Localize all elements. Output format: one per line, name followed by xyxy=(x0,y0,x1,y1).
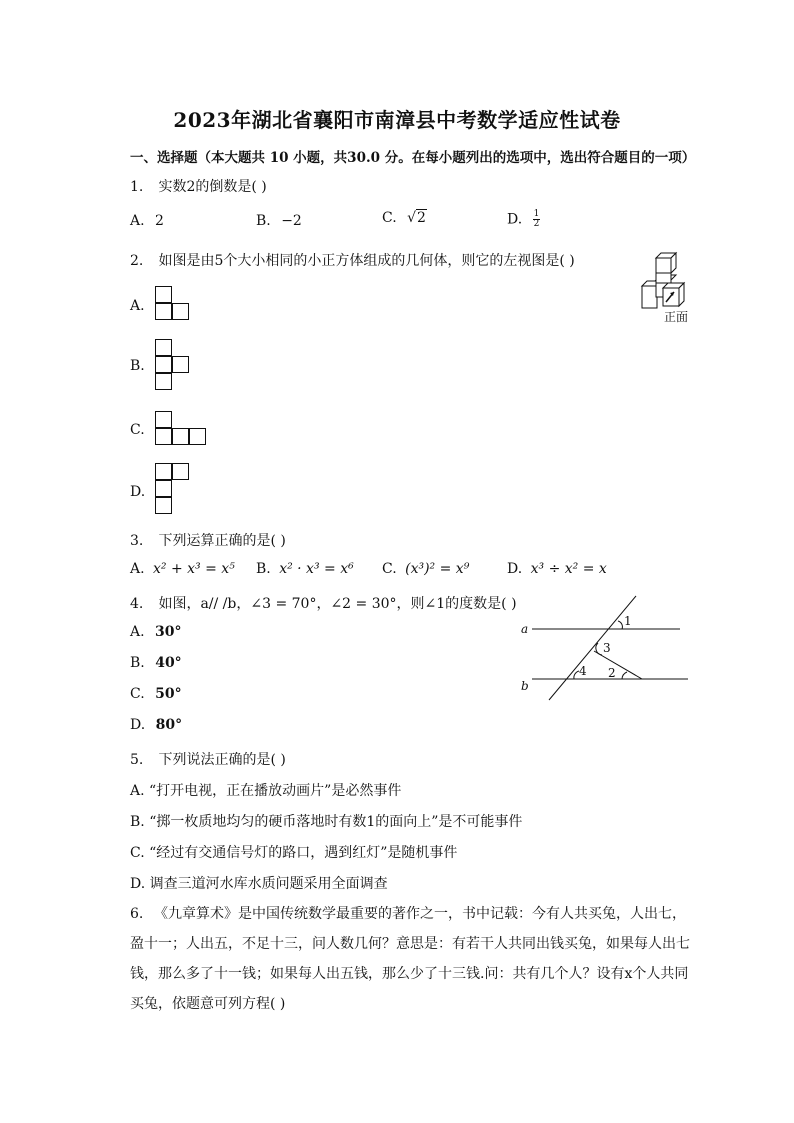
q2-option-a-label: A. xyxy=(130,298,145,314)
fraction-one-half: $\frac{1}{2}$ xyxy=(533,209,540,229)
q1-option-b: B. −2 xyxy=(256,213,302,229)
question-2 xyxy=(130,250,575,270)
q1-option-a: A. 2 xyxy=(130,213,164,229)
question-6-line-1: 6. 《九章算术》是中国传统数学最重要的著作之一，书中记载：今有人共买兔，人出七， xyxy=(130,899,690,929)
question-text: 下列运算正确的是( ) xyxy=(158,533,286,549)
question-number: 1. xyxy=(130,179,144,195)
page-title: 2023年湖北省襄阳市南漳县中考数学适应性试卷 xyxy=(173,108,621,132)
q4-option-b: B. 40° xyxy=(130,655,182,671)
question-text: 如图，a// /b，∠3 = 70°，∠2 = 30°，则∠1的度数是( ) xyxy=(158,596,517,612)
q4-option-d: D. 80° xyxy=(130,717,183,733)
front-label: 正面 xyxy=(664,310,689,324)
q2-option-d-label: D. xyxy=(130,484,146,500)
question-text: 实数2的倒数是( ) xyxy=(158,179,267,195)
q5-option-a: A. “打开电视，正在播放动画片”是必然事件 xyxy=(130,783,402,799)
parallel-lines-figure xyxy=(518,594,693,704)
q1-option-c: C. √2 xyxy=(382,210,426,226)
question-4 xyxy=(130,593,517,613)
question-6-line-2: 盈十一；人出五，不足十三，问人数几何？意思是：有若干人共同出钱买兔，如果每人出七 xyxy=(130,936,690,952)
line-a-label: a xyxy=(521,622,529,636)
q4-option-c: C. 50° xyxy=(130,686,182,702)
angle-2-label: 2 xyxy=(608,666,616,680)
q3-option-d: D. x³ ÷ x² = x xyxy=(507,561,607,577)
q5-option-d: D. 调查三道河水库水质问题采用全面调查 xyxy=(130,876,388,892)
q4-option-a: A. 30° xyxy=(130,624,182,640)
line-b-label: b xyxy=(521,679,529,693)
q3-option-c: C. (x³)² = x⁹ xyxy=(382,561,470,577)
angle-1-label: 1 xyxy=(624,614,632,628)
question-number: 4. xyxy=(130,596,144,612)
question-number: 5. xyxy=(130,752,144,768)
question-6-line-3: 钱，那么多了十一钱；如果每人出五钱，那么少了十三钱.问：共有几个人？设有x个人共同 xyxy=(130,966,689,982)
q3-option-b: B. x² · x³ = x⁶ xyxy=(256,561,354,577)
q1-option-d: D. $\frac{1}{2}$ xyxy=(507,209,540,229)
question-text: 如图是由5个大小相同的小正方体组成的几何体，则它的左视图是( ) xyxy=(158,253,575,269)
angle-3-label: 3 xyxy=(603,641,611,655)
question-number: 2. xyxy=(130,253,144,269)
question-6 xyxy=(130,899,690,1019)
question-3 xyxy=(130,530,286,550)
q2-option-c-label: C. xyxy=(130,422,145,438)
q5-option-c: C. “经过有交通信号灯的路口，遇到红灯”是随机事件 xyxy=(130,845,458,861)
question-text: 下列说法正确的是( ) xyxy=(158,752,286,768)
q2-option-b-label: B. xyxy=(130,358,145,374)
angle-4-label: 4 xyxy=(579,664,587,678)
section-heading: 一、选择题（本大题共 10 小题，共30.0 分。在每小题列出的选项中，选出符合题目的一项） xyxy=(130,150,696,166)
question-1 xyxy=(130,176,267,196)
question-5 xyxy=(130,749,286,769)
question-number: 6. xyxy=(130,906,144,922)
question-number: 3. xyxy=(130,533,144,549)
question-6-line-4: 买兔，依题意可列方程( ) xyxy=(130,996,286,1012)
q5-option-b: B. “掷一枚质地均匀的硬币落地时有数1的面向上”是不可能事件 xyxy=(130,814,523,830)
q3-option-a: A. x² + x³ = x⁵ xyxy=(130,561,235,577)
